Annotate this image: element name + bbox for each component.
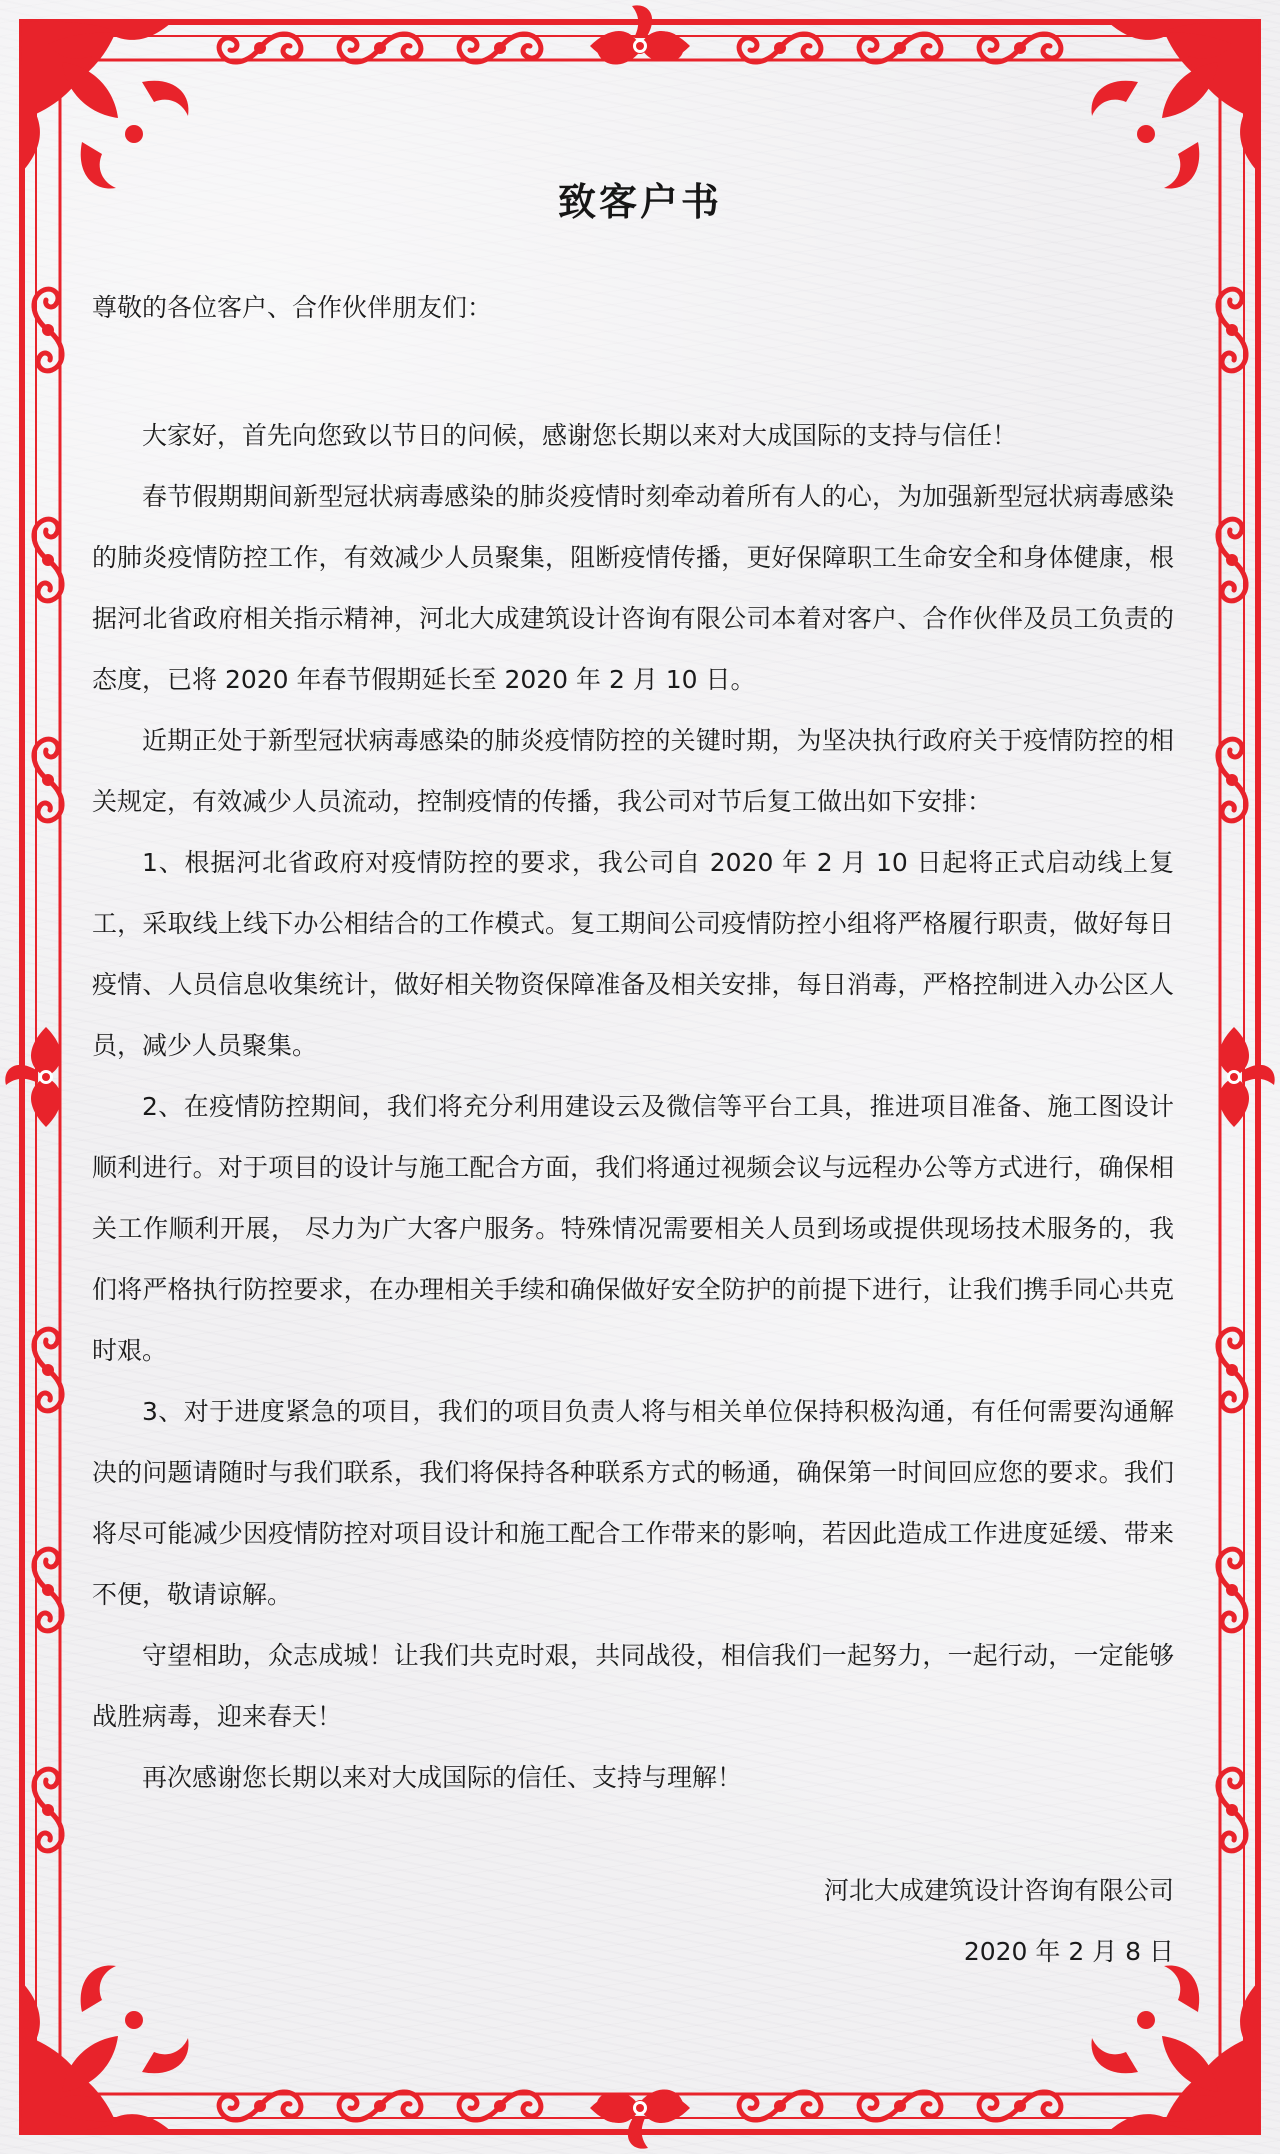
paragraph: 春节假期期间新型冠状病毒感染的肺炎疫情时刻牵动着所有人的心，为加强新型冠状病毒感染的肺炎疫情防控工作，有效减少人员聚集，阻断疫情传播，更好保障职工生命安全和身体健康，根据河北省政府相关指示精神，河北大成建筑设计咨询有限公司本着对客户、合作伙伴及员工负责的态度，已将 2020 年春节假期延长至 2020 年 2 月 10 日。 xyxy=(92,482,1174,694)
paragraph: 2、在疫情防控期间，我们将充分利用建设云及微信等平台工具，推进项目准备、施工图设计顺利进行。对于项目的设计与施工配合方面，我们将通过视频会议与远程办公等方式进行，确保相关工作顺利开展， 尽力为广大客户服务。特殊情况需要相关人员到场或提供现场技术服务的，我们将严格执行防控要求，在办理相关手续和确保做好安全防护的前提下进行，让我们携手同心共克时艰。 xyxy=(92,1092,1174,1365)
paragraph: 守望相助，众志成城！让我们共克时艰，共同战役，相信我们一起努力，一起行动，一定能够战胜病毒，迎来春天！ xyxy=(92,1641,1174,1731)
paragraph: 近期正处于新型冠状病毒感染的肺炎疫情防控的关键时期，为坚决执行政府关于疫情防控的相关规定，有效减少人员流动，控制疫情的传播，我公司对节后复工做出如下安排： xyxy=(92,726,1174,816)
letter-body xyxy=(92,405,1174,1808)
salutation: 尊敬的各位客户、合作伙伴朋友们： xyxy=(92,293,493,322)
company-name: 河北大成建筑设计咨询有限公司 xyxy=(823,1876,1174,1905)
paragraph: 再次感谢您长期以来对大成国际的信任、支持与理解！ xyxy=(142,1763,743,1792)
signature-block xyxy=(474,1860,1174,1982)
letter-title: 致客户书 xyxy=(557,180,722,224)
paragraph: 3、对于进度紧急的项目，我们的项目负责人将与相关单位保持积极沟通，有任何需要沟通解决的问题请随时与我们联系，我们将保持各种联系方式的畅通，确保第一时间回应您的要求。我们将尽可能减少因疫情防控对项目设计和施工配合工作带来的影响，若因此造成工作进度延缓、带来不便，敬请谅解。 xyxy=(92,1397,1174,1609)
letter-date: 2020 年 2 月 8 日 xyxy=(963,1937,1174,1966)
paragraph: 大家好，首先向您致以节日的问候，感谢您长期以来对大成国际的支持与信任！ xyxy=(142,421,1018,450)
paragraph: 1、根据河北省政府对疫情防控的要求，我公司自 2020 年 2 月 10 日起将正式启动线上复工，采取线上线下办公相结合的工作模式。复工期间公司疫情防控小组将严格履行职责，做好每日疫情、人员信息收集统计，做好相关物资保障准备及相关安排，每日消毒，严格控制进入办公区人员，减少人员聚集。 xyxy=(92,848,1174,1060)
